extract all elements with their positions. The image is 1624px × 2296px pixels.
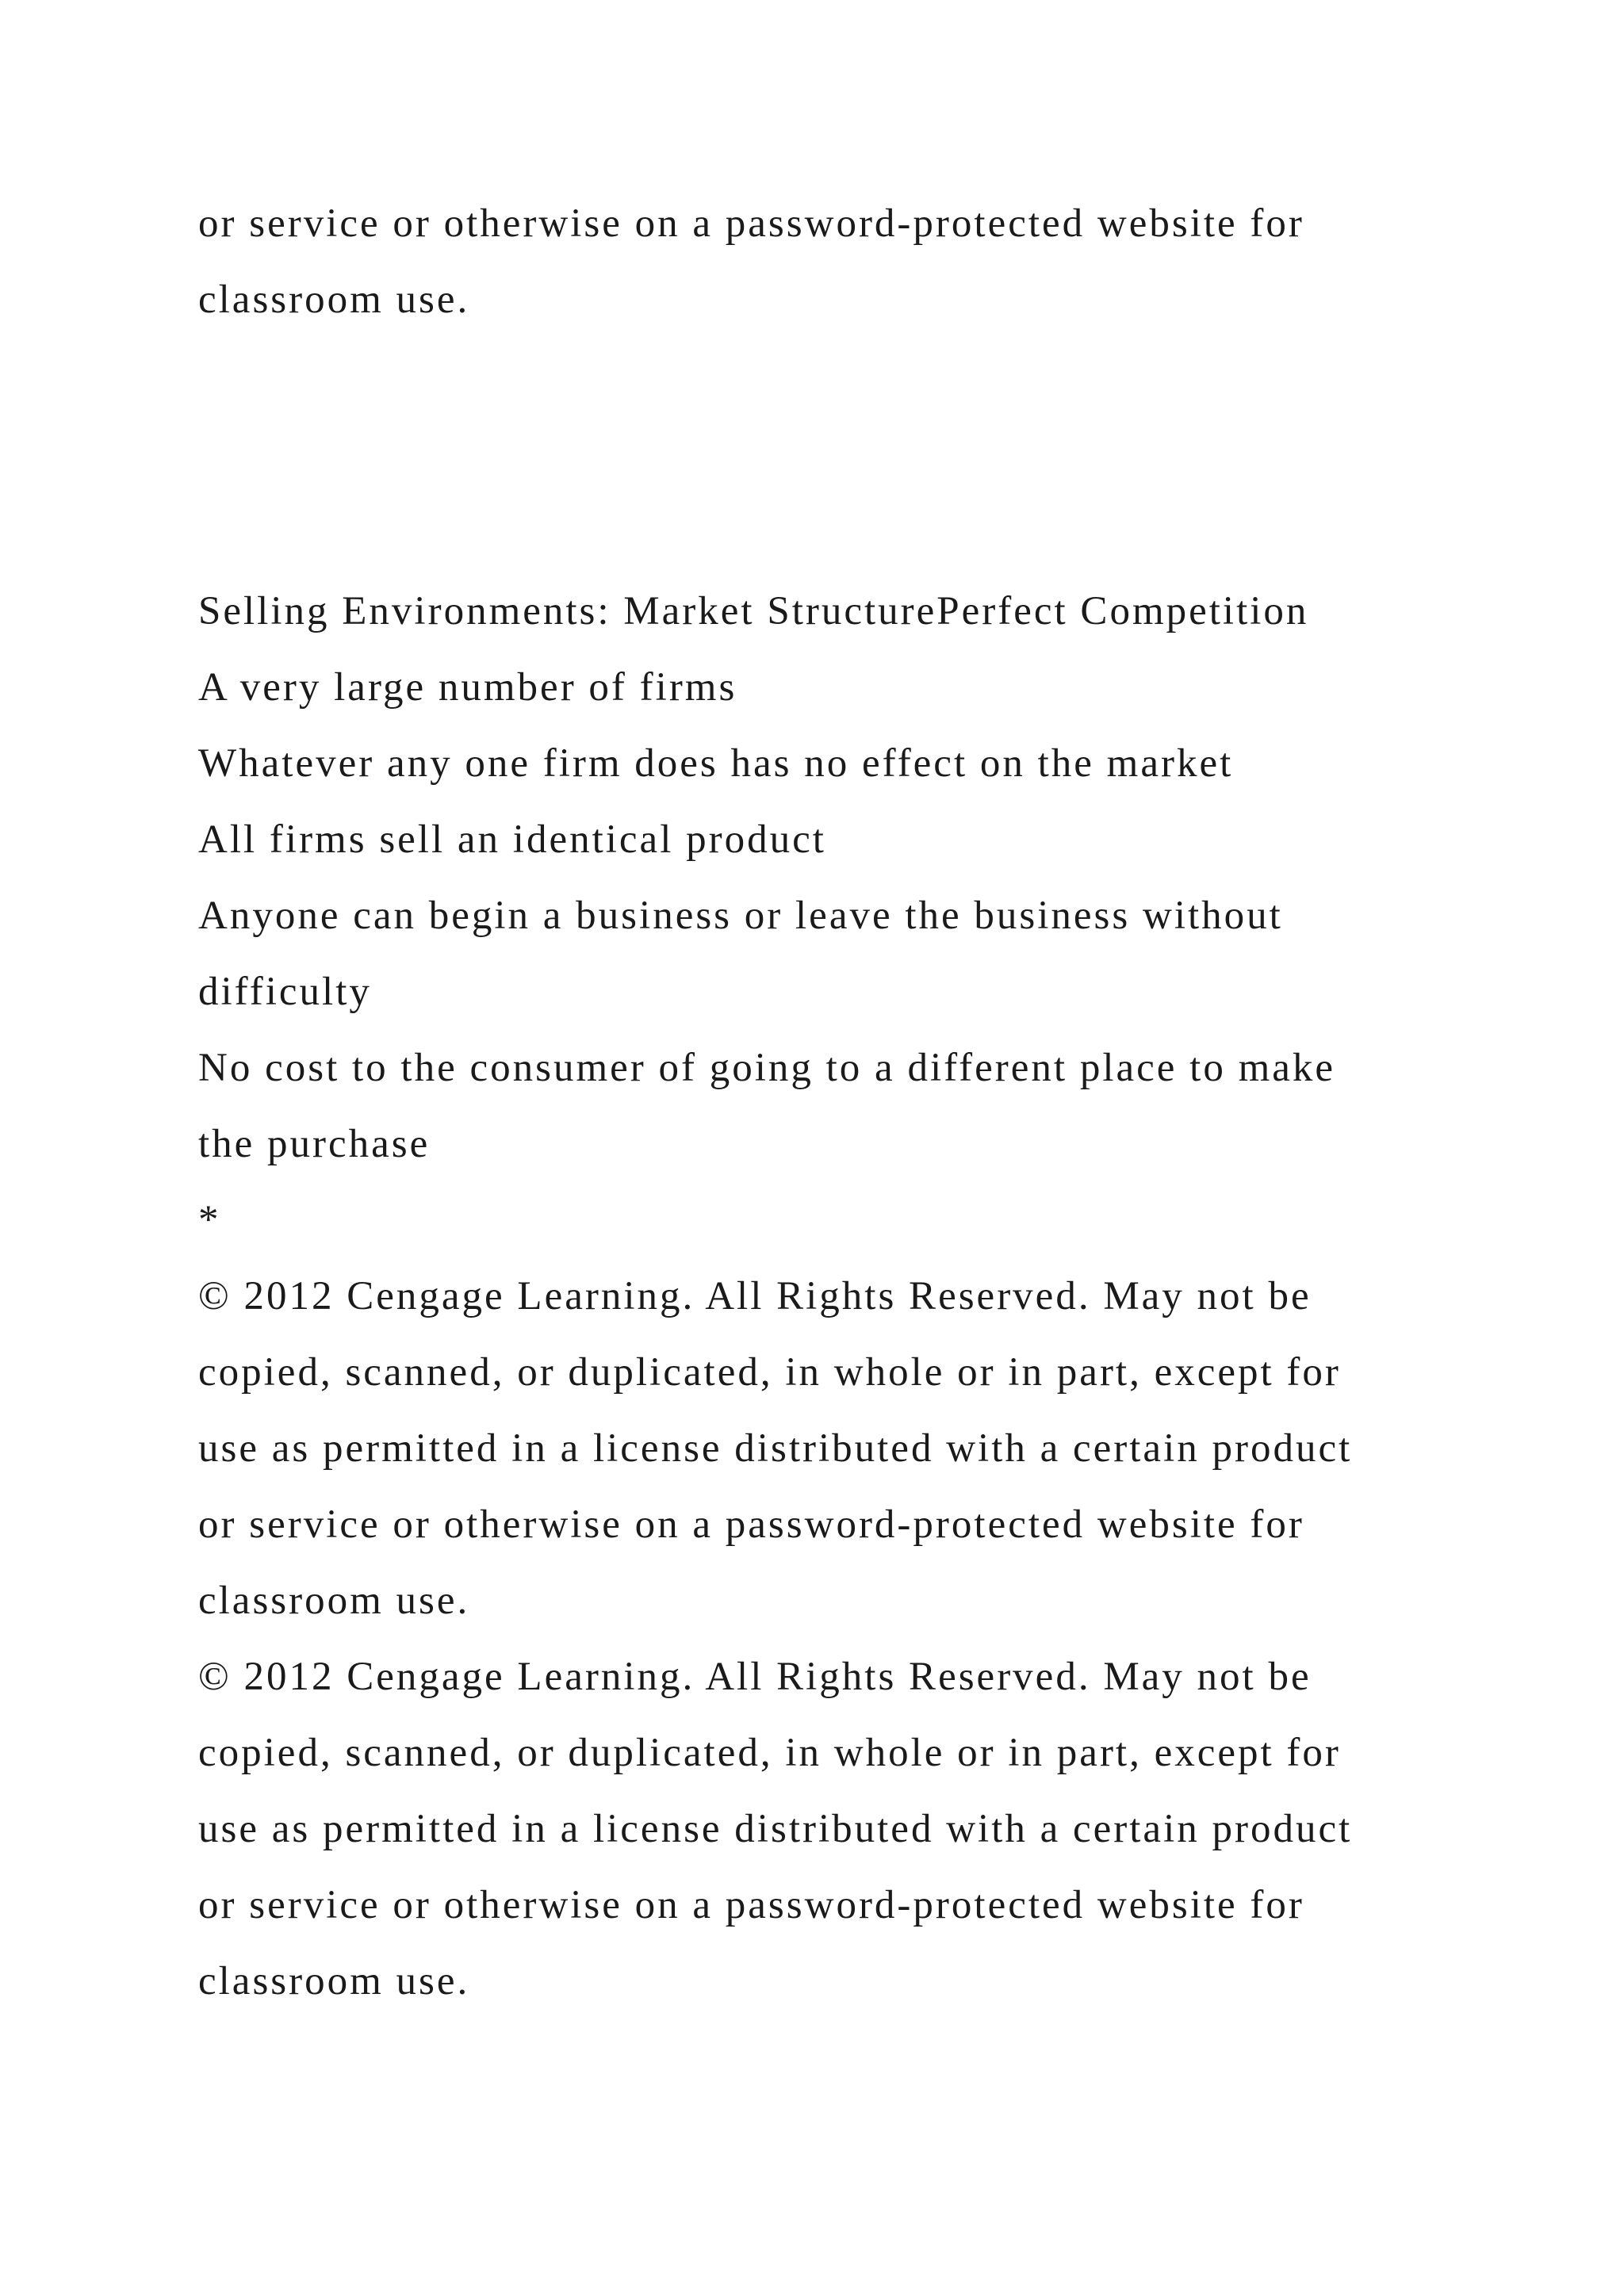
copyright-line: use as permitted in a license distributed with a certain product xyxy=(198,1426,1353,1471)
slide-text-body xyxy=(198,573,1546,2019)
asterisk-marker: * xyxy=(198,1198,221,1242)
copyright-line: or service or otherwise on a password-protected website for xyxy=(198,1502,1304,1547)
copyright-line: copied, scanned, or duplicated, in whole or in part, except for xyxy=(198,1731,1341,1775)
bullet-line-continuation: difficulty xyxy=(198,970,372,1014)
bullet-line: A very large number of firms xyxy=(198,665,737,710)
copyright-line: use as permitted in a license distributed with a certain product xyxy=(198,1807,1353,1851)
copyright-line: or service or otherwise on a password-protected website for xyxy=(198,1883,1304,1927)
text-line: classroom use. xyxy=(198,277,470,322)
copyright-line: copied, scanned, or duplicated, in whole or in part, except for xyxy=(198,1350,1341,1395)
slide-title: Selling Environments: Market StructurePerfect Competition xyxy=(198,589,1309,633)
continued-copyright-fragment xyxy=(198,186,1546,338)
copyright-line: classroom use. xyxy=(198,1959,470,2003)
copyright-line: © 2012 Cengage Learning. All Rights Reserved. May not be xyxy=(198,1274,1312,1318)
bullet-line: Anyone can begin a business or leave the business without xyxy=(198,894,1283,938)
copyright-line: classroom use. xyxy=(198,1578,470,1623)
bullet-line: Whatever any one firm does has no effect on the market xyxy=(198,741,1234,786)
bullet-line: All firms sell an identical product xyxy=(198,817,826,862)
text-line: or service or otherwise on a password-protected website for xyxy=(198,201,1304,246)
bullet-line: No cost to the consumer of going to a different place to make xyxy=(198,1046,1336,1090)
copyright-line: © 2012 Cengage Learning. All Rights Reserved. May not be xyxy=(198,1655,1312,1699)
bullet-line-continuation: the purchase xyxy=(198,1122,431,1166)
